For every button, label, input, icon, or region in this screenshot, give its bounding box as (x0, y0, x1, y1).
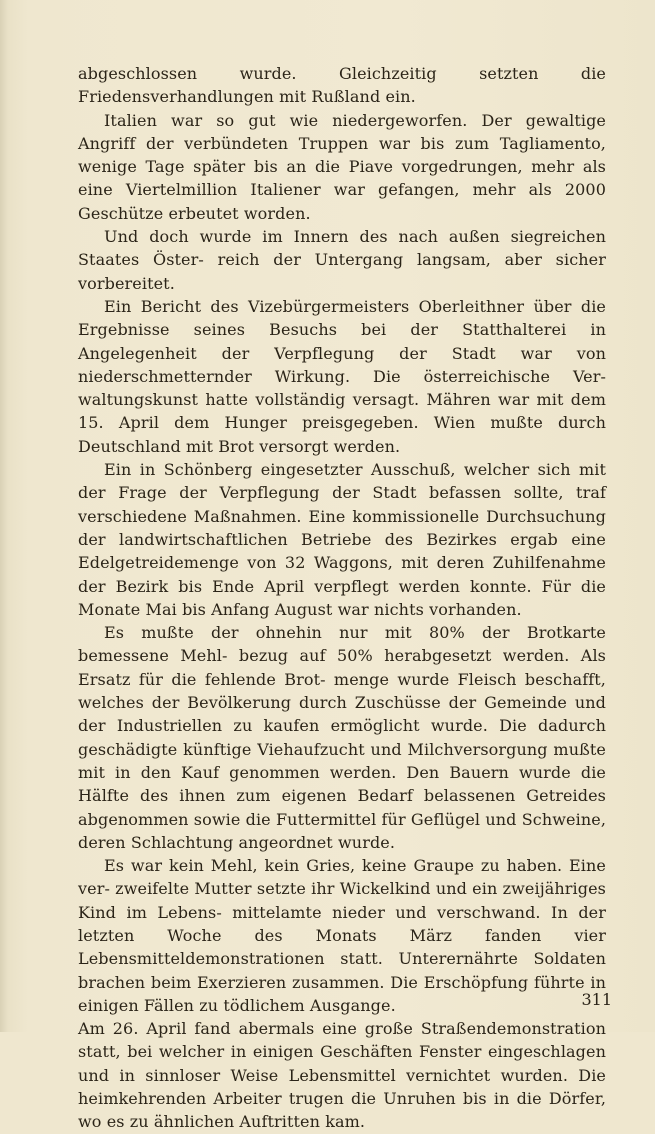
paragraph-2: Italien war so gut wie niedergeworfen. Der gewaltige Angriff der verbündeten Truppen war bis zum Tagliamento, wenige Tage später bis an die Piave vorgedrungen, mehr als eine Viertelmillion Italiener war gefangen, mehr als 2000 Geschütze erbeutet worden. (78, 110, 606, 223)
paragraph-4: Ein Bericht des Vizebürgermeisters Oberleithner über die Ergebnisse seines Besuchs bei der Statthalterei in Angelegenheit der Verpflegung der Stadt war von niederschmetternder Wirkung. Die österreichische Ver- waltungskunst hatte vollständig versagt. Mähren war mit dem 15. April dem Hunger preisgegeben. Wien mußte durch Deutschland mit Brot versorgt werden. (78, 296, 606, 456)
paragraph-8: Am 26. April fand abermals eine große Straßendemonstration statt, bei welcher in einigen Geschäften Fenster eingeschlagen und in sinnloser Weise Lebensmittel vernichtet wurden. Die heimkehrenden Arbeiter trugen die Unruhen bis in die Dörfer, wo es zu ähnlichen Auftritten kam. (78, 1019, 606, 1132)
paragraph-1: abgeschlossen wurde. Gleichzeitig setzten die Friedensverhandlungen mit Rußland ein. (78, 64, 606, 107)
paragraph-6: Es mußte der ohnehin nur mit 80% der Brotkarte bemessene Mehl- bezug auf 50% herabgesetzt werden. Als Ersatz für die fehlende Brot- menge wurde Fleisch beschafft, welches der Bevölkerung durch Zuschüsse der Gemeinde und der Industriellen zu kaufen ermöglicht wurde. Die dadurch geschädigte künftige Viehaufzucht und Milchversorgung mußte mit in den Kauf genommen werden. Den Bauern wurde die Hälfte des ihnen zum eigenen Bedarf belassenen Getreides abgenommen sowie die Futtermittel für Geflügel und Schweine, deren Schlachtung angeordnet wurde. (78, 623, 606, 852)
page-number: 311 (581, 990, 612, 1009)
paragraph-3: Und doch wurde im Innern des nach außen siegreichen Staates Öster- reich der Untergang langsam, aber sicher vorbereitet. (78, 227, 606, 293)
paragraph-5: Ein in Schönberg eingesetzter Ausschuß, welcher sich mit der Frage der Verpflegung der Stadt befassen sollte, traf verschiedene Maßnahmen. Eine kommissionelle Durchsuchung der landwirtschaftlichen Betriebe des Bezirkes ergab eine Edelgetreidemenge von 32 Waggons, mit deren Zuhilfenahme der Bezirk bis Ende April verpflegt werden konnte. Für die Monate Mai bis Anfang August war nichts vorhanden. (78, 460, 606, 619)
paragraph-7: Es war kein Mehl, kein Gries, keine Graupe zu haben. Eine ver- zweifelte Mutter setzte ihr Wickelkind und ein zweijähriges Kind im Lebens- mittelamte nieder und verschwand. In der letzten Woche des Monats März fanden vier Lebensmitteldemonstrationen statt. Unterernährte Soldaten brachen beim Exerzieren zusammen. Die Erschöpfung führte in einigen Fällen zu tödlichem Ausgange. (78, 856, 606, 1015)
body-text (78, 62, 606, 1134)
